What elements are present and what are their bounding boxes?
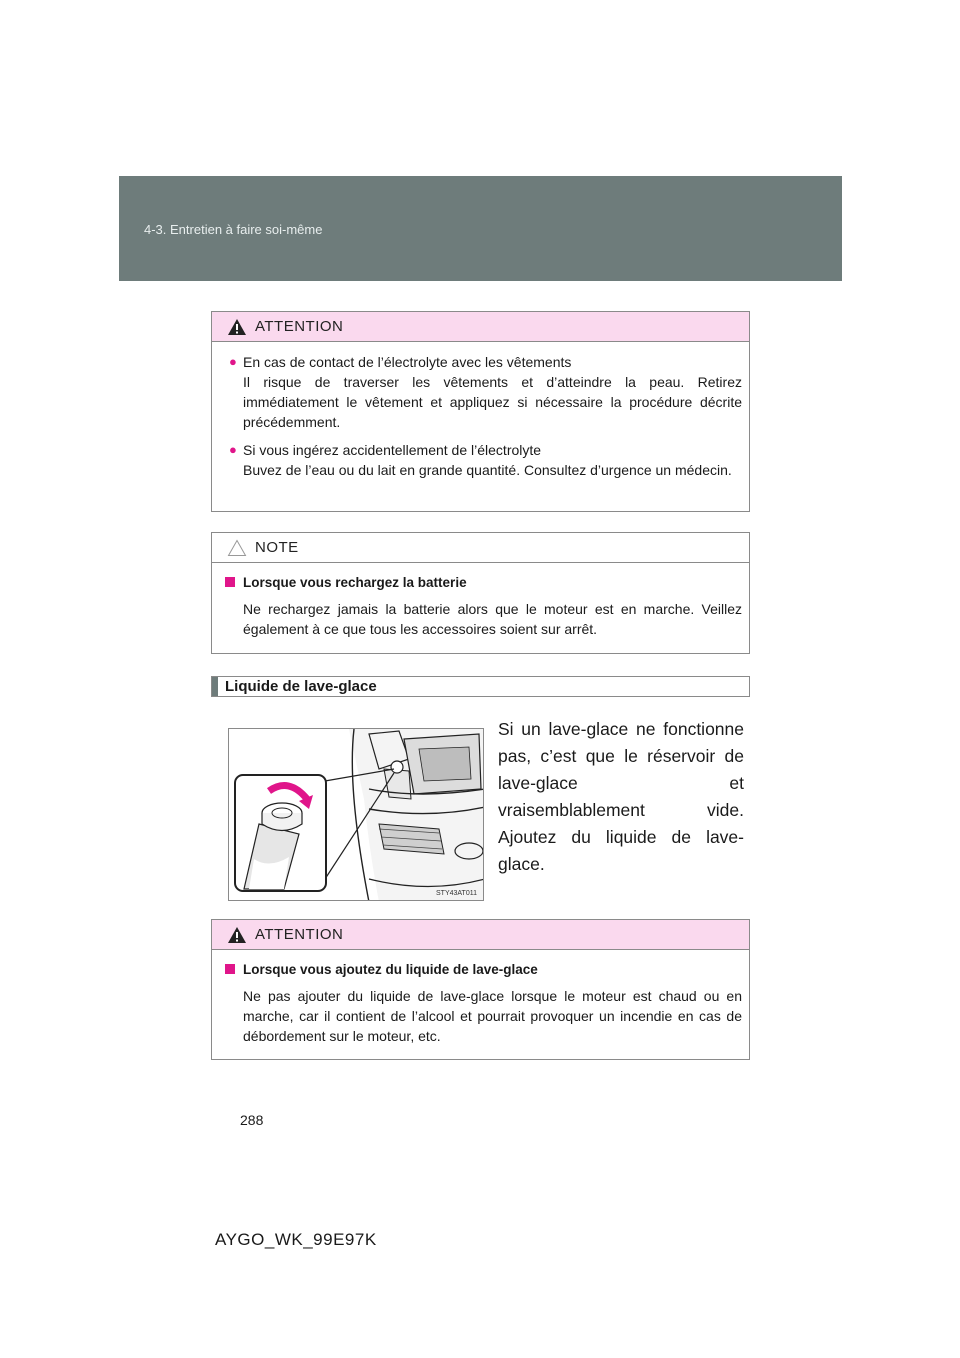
note-header (212, 533, 749, 563)
section-bar (212, 677, 218, 696)
bullet-icon: ● (229, 442, 237, 457)
note-box (211, 532, 750, 654)
warning-icon (227, 318, 247, 336)
section-breadcrumb: 4-3. Entretien à faire soi-même (144, 222, 323, 237)
section-heading (211, 676, 750, 697)
section-title: Liquide de lave-glace (225, 678, 377, 695)
caution-outline-icon (227, 539, 247, 557)
attention-box-washer (211, 919, 750, 1060)
note-title: NOTE (255, 539, 299, 556)
attention-body: Ne pas ajouter du liquide de lave-glace lorsque le moteur est chaud ou en marche, car il contient de l’alcool et pourrait provoquer un incendie en cas de débordement sur le moteur, etc. (243, 988, 742, 1044)
attention-title: ATTENTION (255, 318, 344, 335)
engine-bay-illustration (229, 729, 484, 901)
attention-header (212, 920, 749, 950)
attention-item (229, 352, 742, 432)
attention-header (212, 312, 749, 342)
page-header (119, 176, 842, 281)
warning-icon (227, 926, 247, 944)
bullet-icon: ● (229, 354, 237, 369)
attention-item (225, 960, 742, 1046)
page-number: 288 (240, 1112, 264, 1128)
document-code: AYGO_WK_99E97K (215, 1230, 377, 1249)
note-body: Ne rechargez jamais la batterie alors que le moteur est en marche. Veillez également à ce que tous les accessoires soient sur arrêt. (243, 601, 742, 637)
attention-title: ATTENTION (255, 926, 344, 943)
item-heading: En cas de contact de l’électrolyte avec les vêtements (243, 354, 572, 370)
square-bullet-icon (225, 964, 235, 974)
item-heading: Si vous ingérez accidentellement de l’électrolyte (243, 442, 542, 458)
note-heading: Lorsque vous rechargez la batterie (243, 575, 467, 590)
item-body: Buvez de l’eau ou du lait en grande quantité. Consultez d’urgence un médecin. (243, 462, 732, 478)
section-body-text: Si un lave-glace ne fonctionne pas, c’est que le réservoir de lave-glace et vraisemblablement vide. Ajoutez du liquide de lave-glace. (498, 719, 744, 874)
note-item (225, 573, 742, 639)
item-body: Il risque de traverser les vêtements et d’atteindre la peau. Retirez immédiatement le vêtement et appliquez si nécessaire la procédure décrite précédemment. (243, 374, 742, 430)
figure-code: STY43AT011 (436, 890, 477, 897)
attention-box-electrolyte (211, 311, 750, 512)
square-bullet-icon (225, 577, 235, 587)
washer-fluid-figure (228, 728, 484, 901)
attention-item (229, 440, 742, 480)
attention-heading: Lorsque vous ajoutez du liquide de lave-glace (243, 962, 538, 977)
